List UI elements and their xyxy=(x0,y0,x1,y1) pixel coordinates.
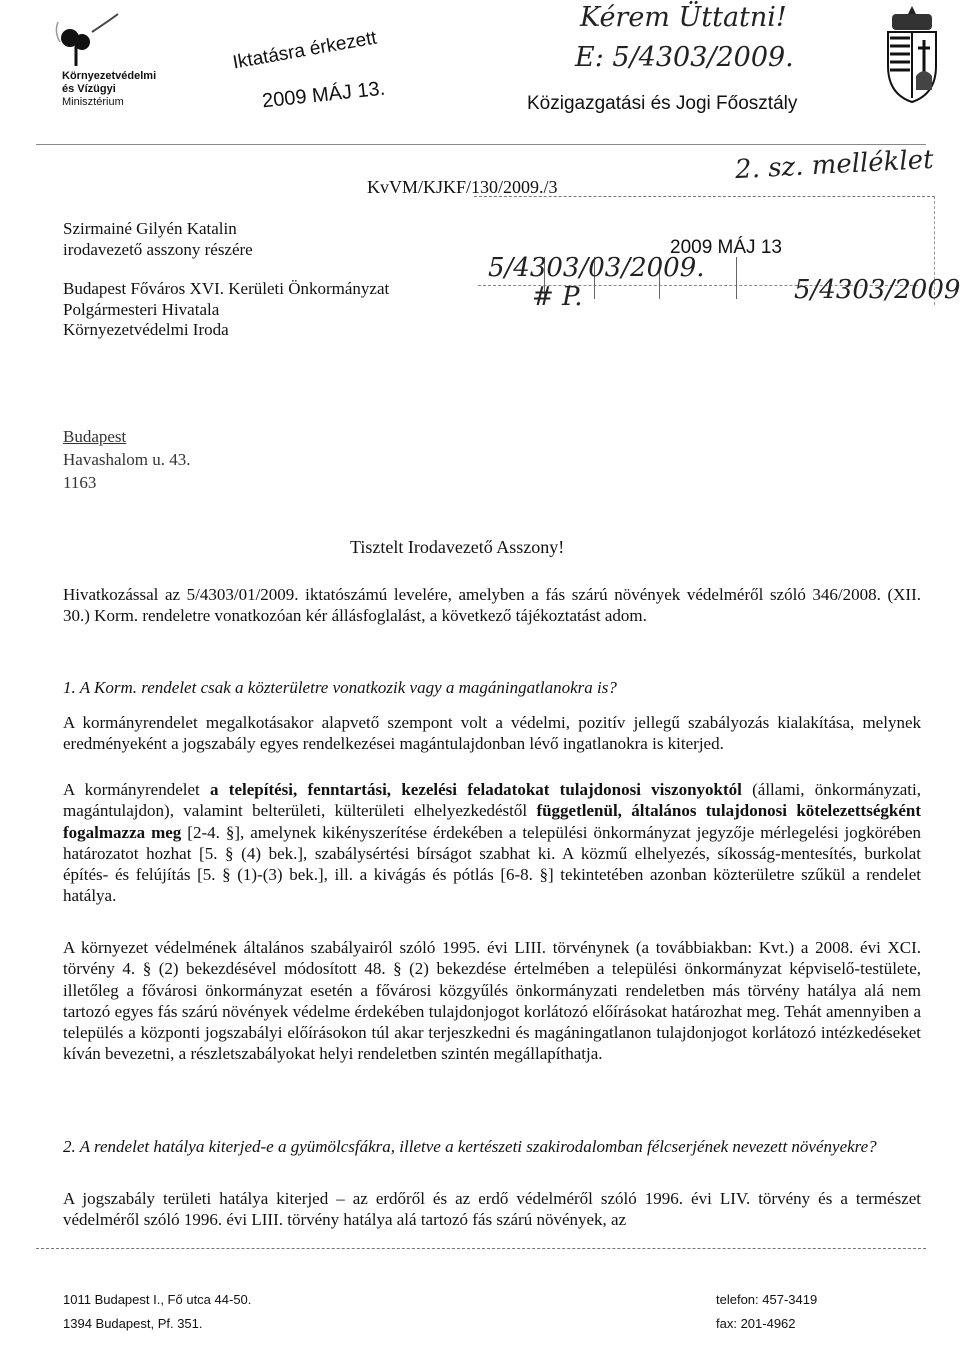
salutation: Tisztelt Irodavezető Asszony! xyxy=(350,537,565,557)
intro-paragraph: Hivatkozással az 5/4303/01/2009. iktatószámú levelére, amelyben a fás szárú növények védelméről szóló 346/2008. (XII. 30.) Korm. rendeletre vonatkozóan kér állásfoglalást, a következő tájékoztatást adom. xyxy=(63,585,921,626)
addressee-org: Budapest Főváros XVI. Kerületi Önkormányzat xyxy=(63,279,390,298)
addressee-name: Szirmainé Gilyén Katalin xyxy=(63,219,237,238)
registry-stamp xyxy=(474,196,960,312)
received-stamp-label: Iktatásra érkezett xyxy=(231,27,379,74)
handwritten-annex-note: 2. sz. melléklet xyxy=(734,144,935,186)
question-1: 1. A Korm. rendelet csak a közterületre vonatkozik vagy a magáningatlanokra is? xyxy=(63,678,617,697)
question-2: 2. A rendelet hatálya kiterjed-e a gyümölcsfákra, illetve a kertészeti szakirodalomban félcserjének nevezett növényekre? xyxy=(63,1137,877,1156)
handwritten-file-number: E: 5/4303/2009. xyxy=(575,42,794,73)
header-divider xyxy=(36,144,926,145)
received-stamp-date: 2009 MÁJ 13. xyxy=(261,77,387,113)
footer-po-box: 1394 Budapest, Pf. 351. xyxy=(63,1316,203,1331)
paragraph-2: A kormányrendelet a telepítési, fenntartási, kezelési feladatokat tulajdonosi viszonyoktól (állami, önkormányzati, magántulajdon), valamint belterületi, külterületi elhelyezkedéstől függetlenül, általános tulajdonosi kötelezettségként fogalmazza meg [2-4. §], amelynek kikényszerítése érdekében a települési önkormányzat jegyzője mérlegelési jogkörében határozatot hozhat [5. § (4) bek.], szabálysértési bírságot szabhat ki. A közmű elhelyezés, síkosság-mentesítés, burkolat építés- és felújítás [5. § (1)-(3) bek.], ill. a kivágás és pótlás [6-8. §] tekintetében azonban közterületre szűkül a rendelet hatálya. xyxy=(63,780,921,906)
department-name: Közigazgatási és Jogi Főosztály xyxy=(527,93,798,114)
address-zip: 1163 xyxy=(63,473,97,492)
ministry-logo-icon xyxy=(52,12,122,68)
registry-stamp-date: 2009 MÁJ 13 xyxy=(670,237,782,258)
addressee-unit: Környezetvédelmi Iroda xyxy=(63,320,229,339)
paragraph-4: A jogszabály területi hatálya kiterjed – az erdőről és az erdő védelméről szóló 1996. évi LIV. törvény és a természet védelméről szóló 1996. évi LIII. törvény hatálya alá tartozó fás szárú növények, az xyxy=(63,1189,921,1230)
paragraph-3: A környezet védelmének általános szabályairól szóló 1995. évi LIII. törvénynek (a továbbiakban: Kvt.) a 2008. évi XCI. törvény 4. § (2) bekezdésével módosított 48. § (2) bekezdése értelmében a települési önkormányzat képviselő-testülete, illetőleg a fővárosi önkormányzat esetén a fővárosi közgyűlés önkormányzati rendeletben más törvény hatálya alá nem tartozó egyes fás szárú növények védelme érdekében tulajdonjogot korlátozó előírásokat határozhat meg. Tehát amennyiben a település a központi jogszabályi előírásokon túl akar terjeszkedni és magáningatlanon tulajdonjogot korlátozó intézkedéseket kíván bevezetni, a részletszabályokat helyi rendeletben szintén megállapíthatja. xyxy=(63,938,921,1064)
addressee-title: irodavezető asszony részére xyxy=(63,239,253,259)
handwritten-note-top: Kérem Üttatni! xyxy=(580,2,787,33)
stamp-divider xyxy=(736,257,737,299)
addressee-block xyxy=(63,219,389,341)
registry-handwritten-number: 5/4303/03/2009. xyxy=(488,253,705,283)
address-street: Havashalom u. 43. xyxy=(63,450,191,469)
coat-of-arms-icon xyxy=(880,4,944,104)
paragraph-1: A kormányrendelet megalkotásakor alapvető szempont volt a védelmi, pozitív jellegű szabályozás kialakítása, melynek eredményeként a jogszabály egyes rendelkezései magántulajdonban lévő ingatlanokra is kiterjed. xyxy=(63,713,921,754)
registry-handwritten-initial: # P. xyxy=(532,282,583,312)
addressee-office: Polgármesteri Hivatala xyxy=(63,299,220,319)
address-city: Budapest xyxy=(63,427,127,446)
ministry-name: Környezetvédelmi és Vízügyi Minisztérium xyxy=(62,70,157,108)
reference-number: KvVM/KJKF/130/2009./3 xyxy=(367,177,558,197)
footer-phone: telefon: 457-3419 xyxy=(716,1292,818,1307)
postal-address xyxy=(63,425,190,494)
footer-divider xyxy=(36,1248,926,1249)
footer-address: 1011 Budapest I., Fő utca 44-50. xyxy=(63,1292,252,1307)
footer-fax: fax: 201-4962 xyxy=(716,1316,796,1331)
registry-handwritten-ref: 5/4303/2009 xyxy=(794,275,960,305)
